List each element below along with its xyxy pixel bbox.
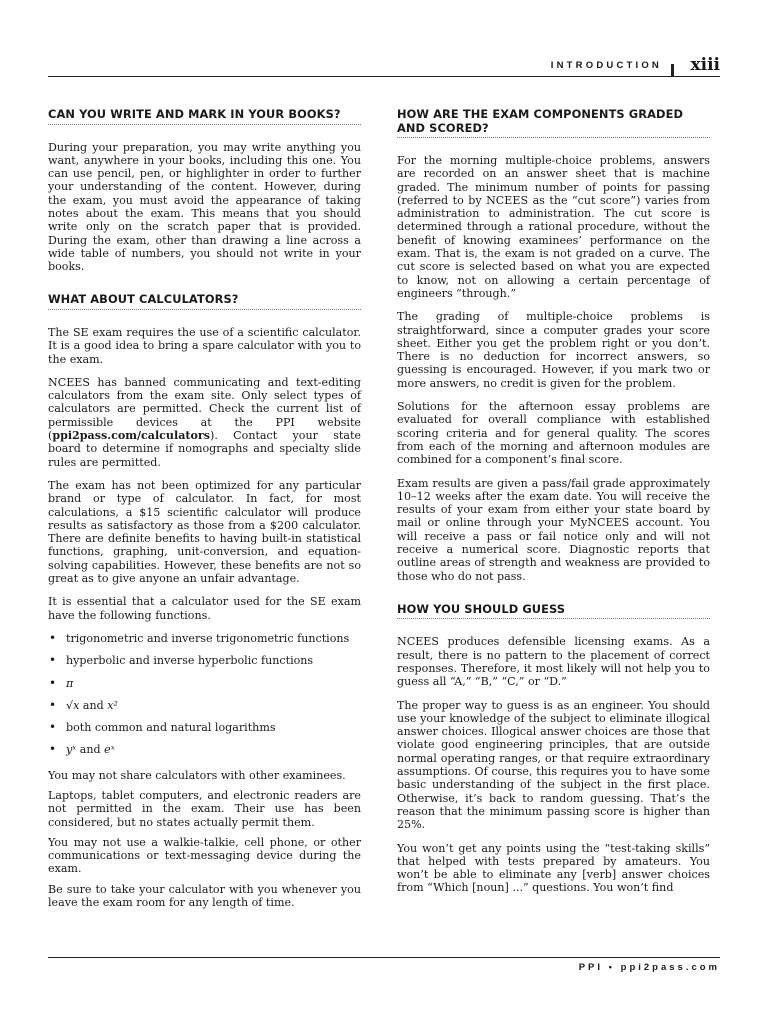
- list-item: • hyperbolic and inverse hyperbolic functions: [48, 654, 361, 667]
- calculator-functions-list: [48, 632, 361, 757]
- paragraph: During your preparation, you may write anything you want, anywhere in your books, including this one. You can use pencil, pen, or highlighter in order to further your understanding of the content. However, during the exam, you must avoid the appearance of taking notes about the exam. This means that you should write only on the scratch paper that is provided. During the exam, other than drawing a line across a wide table of numbers, you should not write in your books.: [48, 140, 361, 274]
- right-column: [397, 108, 710, 905]
- list-item: • trigonometric and inverse trigonometric functions: [48, 632, 361, 645]
- paragraph: The grading of multiple-choice problems is straightforward, since a computer grades your score sheet. Either you get the problem right or you don’t. There is no deduction for incorrect answers, so guessing is encouraged. However, if you mark two or more answers, no credit is given for the problem.: [397, 310, 710, 390]
- paragraph: For the morning multiple-choice problems, answers are recorded on an answer sheet that is machine graded. The minimum number of points for passing (referred to by NCEES as the “cut score”) varies from administration to administration. The cut score is determined through a rational procedure, without the benefit of knowing examinees’ performance on the exam. That is, the exam is not graded on a curve. The cut score is selected based on what you are expected to know, not on allowing a certain percentage of engineers “through.”: [397, 154, 710, 300]
- calculators-link[interactable]: ppi2pass.com/calculators: [52, 429, 211, 443]
- header-divider: [671, 64, 674, 76]
- paragraph: The proper way to guess is as an engineer. You should use your knowledge of the subject to eliminate illogical answer choices. Illogical answer choices are those that violate good engineering principles, that are outside normal operating ranges, or that require extraordinary assumptions. Of course, this requires you to have some basic understanding of the subject in the first place. Otherwise, it’s back to random guessing. That’s the reason that the minimum passing score is higher than 25%.: [397, 698, 710, 832]
- page-footer: [48, 957, 720, 973]
- list-item: • both common and natural logarithms: [48, 721, 361, 734]
- paragraph: You won’t get any points using the “test-taking skills” that helped with tests prepared by amateurs. You won’t be able to eliminate any [verb] answer choices from “Which [noun] ...” questions. You won’t find: [397, 841, 710, 895]
- heading-write-in-books: CAN YOU WRITE AND MARK IN YOUR BOOKS?: [48, 108, 361, 125]
- paragraph: The SE exam requires the use of a scientific calculator. It is a good idea to bring a spare calculator with you to the exam.: [48, 325, 361, 366]
- heading-calculators: WHAT ABOUT CALCULATORS?: [48, 293, 361, 310]
- paragraph: Exam results are given a pass/fail grade approximately 10–12 weeks after the exam date. You will receive the results of your exam from either your state board by mail or online through your MyNCEES account. You will receive a pass or fail notice only and will not receive a numerical score. Diagnostic reports that outline areas of strength and weakness are provided to those who do not pass.: [397, 476, 710, 583]
- paragraph: You may not use a walkie-talkie, cell phone, or other communications or text-messaging device during the exam.: [48, 835, 361, 876]
- paragraph: It is essential that a calculator used for the SE exam have the following functions.: [48, 595, 361, 622]
- paragraph: Laptops, tablet computers, and electronic readers are not permitted in the exam. Their use has been considered, but no states actually permit them.: [48, 788, 361, 829]
- list-item: • π: [48, 677, 361, 690]
- list-item: • √x and x²: [48, 699, 361, 712]
- paragraph: Be sure to take your calculator with you whenever you leave the exam room for any length of time.: [48, 882, 361, 910]
- running-header: [48, 55, 720, 77]
- list-item: • yˣ and eˣ: [48, 743, 361, 756]
- footer-text: PPI • ppi2pass.com: [578, 962, 720, 973]
- paragraph: NCEES produces defensible licensing exams. As a result, there is no pattern to the placement of correct responses. Therefore, it most likely will not help you to guess all “A,” “B,” “C,” or “D.”: [397, 635, 710, 689]
- heading-guess: HOW YOU SHOULD GUESS: [397, 603, 710, 620]
- paragraph: NCEES has banned communicating and text-editing calculators from the exam site. Only select types of calculators are permitted. Check the current list of permissible devices at the PPI website (ppi2pass.com/calculators). Contact your state board to determine if nomographs and specialty slide rules are permitted.: [48, 375, 361, 469]
- left-column: [48, 108, 361, 916]
- section-title: INTRODUCTION: [550, 60, 662, 71]
- paragraph: You may not share calculators with other examinees.: [48, 768, 346, 782]
- heading-grading: HOW ARE THE EXAM COMPONENTS GRADED AND SCORED?: [397, 108, 710, 138]
- paragraph: The exam has not been optimized for any particular brand or type of calculator. In fact, for most calculations, a $15 scientific calculator will produce results as satisfactory as those from a $200 calculator. There are definite benefits to having built-in statistical functions, graphing, unit-conversion, and equation-solving capabilities. However, these benefits are not so great as to give anyone an unfair advantage.: [48, 478, 361, 586]
- page-number: xiii: [690, 55, 720, 75]
- paragraph: Solutions for the afternoon essay problems are evaluated for overall compliance with established scoring criteria and for general quality. The scores from each of the morning and afternoon modules are combined for a component’s final score.: [397, 400, 710, 467]
